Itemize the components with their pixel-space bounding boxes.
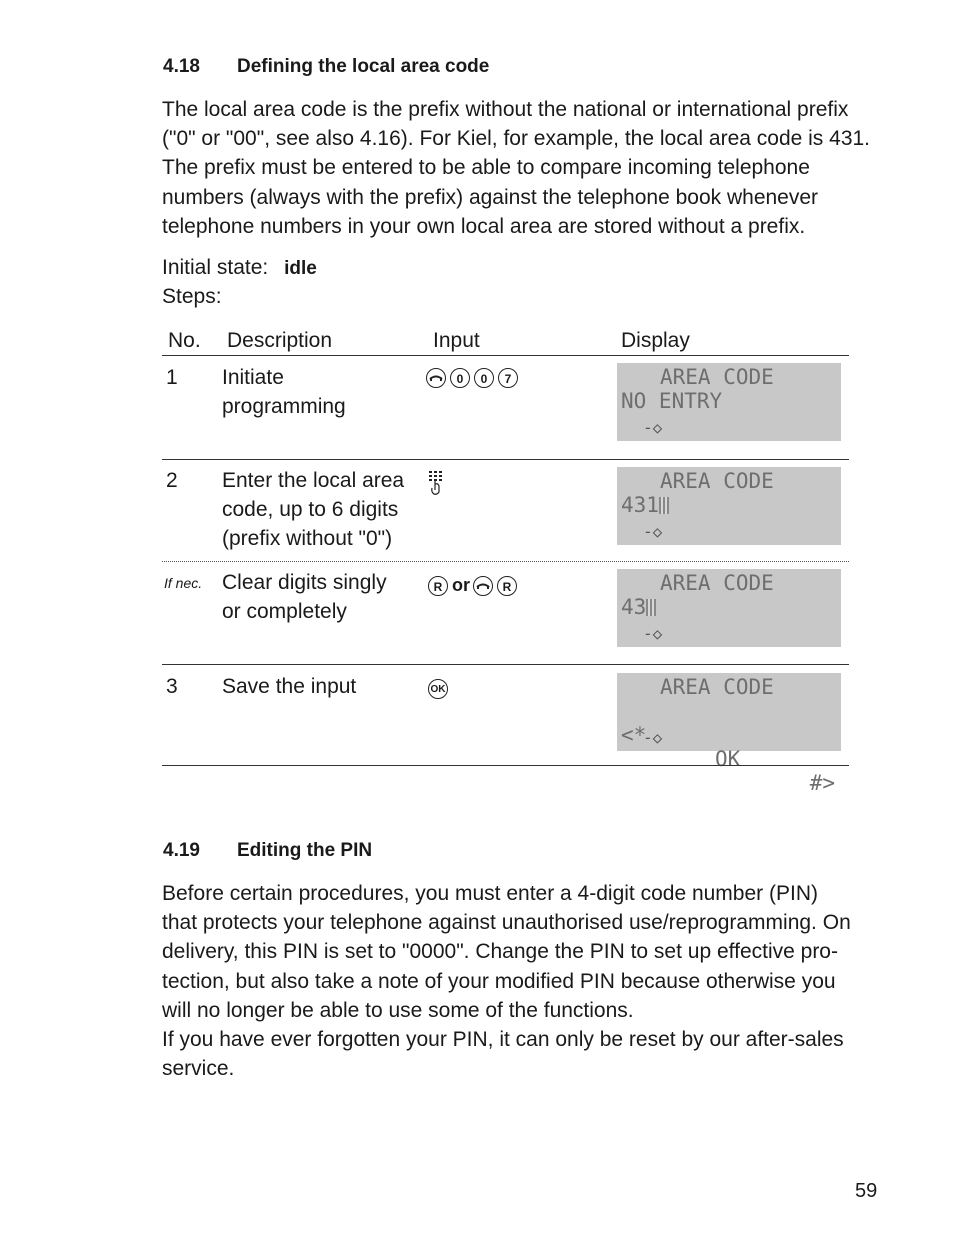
cursor-icon [659, 497, 669, 514]
header-rule [162, 355, 849, 356]
paragraph-line: tection, but also take a note of your modified PIN because otherwise you [162, 969, 836, 993]
display-right-option: #> [809, 771, 835, 795]
row-1-description [222, 363, 346, 421]
row-3-display [617, 673, 841, 795]
digit-7-key: 7 [498, 368, 518, 388]
paragraph-line: If you have ever forgotten your PIN, it can only be reset by our after-sales [162, 1028, 844, 1052]
handset-key-icon [426, 368, 446, 388]
row-2-display [617, 467, 841, 545]
r-key: R [497, 576, 517, 596]
display-line-2 [621, 699, 835, 819]
description-line: (prefix without "0") [222, 527, 393, 550]
row-3-description [222, 672, 356, 701]
row-ifnec-description [222, 568, 387, 626]
arrow-icon: -◇ [643, 522, 663, 541]
paragraph-line: The prefix must be entered to be able to compare incoming telephone [162, 156, 810, 180]
display-line-1: AREA CODE [660, 365, 774, 389]
header-no: No. [168, 329, 201, 352]
initial-state-label: Initial state: [162, 256, 269, 279]
description-line: code, up to 6 digits [222, 498, 399, 521]
paragraph-line: ("0" or "00", see also 4.16). For Kiel, for example, the local area code is 431. [162, 127, 871, 151]
arrow-icon: -◇ [643, 624, 663, 643]
ok-key: OK [428, 679, 448, 699]
section-number: 4.18 [163, 56, 200, 77]
section-title: Editing the PIN [237, 840, 373, 861]
page-number: 59 [855, 1180, 878, 1202]
display-line-2 [621, 493, 835, 517]
header-display: Display [621, 329, 690, 352]
display-line-1: AREA CODE [660, 469, 774, 493]
paragraph-line: The local area code is the prefix without the national or international prefix [162, 98, 849, 121]
section-4-19-heading [0, 840, 954, 864]
paragraph-line: that protects your telephone against unauthorised use/reprogramming. On [162, 911, 851, 935]
row-1-input [426, 368, 522, 388]
r-key: R [428, 576, 448, 596]
description-line: Enter the local area [222, 469, 405, 492]
description-line: or completely [222, 600, 347, 623]
initial-state-value: idle [284, 258, 317, 279]
row-1-number: 1 [166, 366, 178, 389]
description-line: Initiate [222, 366, 284, 389]
paragraph-line: will no longer be able to use some of the functions. [162, 998, 634, 1022]
initial-state [162, 256, 317, 280]
row-rule [162, 459, 849, 460]
display-line-1: AREA CODE [660, 675, 774, 699]
row-3-number: 3 [166, 675, 178, 698]
cursor-icon [646, 599, 656, 616]
paragraph-line: telephone numbers in your own local area are stored without a prefix. [162, 214, 806, 238]
description-line: programming [222, 395, 346, 418]
paragraph-line: numbers (always with the prefix) against the telephone book whenever [162, 185, 819, 209]
row-2-number: 2 [166, 469, 178, 492]
description-line: Save the input [222, 675, 357, 698]
paragraph-line: service. [162, 1057, 235, 1081]
arrow-icon: -◇ [643, 418, 663, 437]
row-1-display [617, 363, 841, 441]
pin-paragraph [162, 879, 862, 1083]
intro-paragraph [162, 95, 871, 241]
paragraph-line: Before certain procedures, you must enter a 4-digit code number (PIN) [162, 882, 818, 905]
row-rule-dotted [162, 561, 849, 562]
row-rule [162, 664, 849, 665]
row-ifnec-input [428, 575, 521, 596]
handset-key-icon [473, 576, 493, 596]
section-title: Defining the local area code [237, 56, 490, 77]
keypad-hand-icon [427, 470, 445, 501]
section-number: 4.19 [163, 840, 200, 861]
display-line-1: AREA CODE [660, 571, 774, 595]
row-ifnec-display [617, 569, 841, 647]
row-3-input [428, 679, 452, 699]
paragraph-line: delivery, this PIN is set to "0000". Change the PIN to set up effective pro- [162, 940, 838, 964]
display-digits: 431 [621, 493, 659, 517]
description-line: Clear digits singly [222, 571, 387, 594]
or-text: or [452, 575, 470, 595]
digit-0-key: 0 [474, 368, 494, 388]
steps-label: Steps: [162, 285, 222, 308]
display-digits: 43 [621, 595, 647, 619]
digit-0-key: 0 [450, 368, 470, 388]
display-line-2: NO ENTRY [621, 389, 723, 413]
row-ifnec-label: If nec. [164, 575, 203, 591]
section-4-18-heading [0, 56, 954, 80]
display-left-option: <* [621, 723, 647, 747]
arrow-icon: -◇ [643, 728, 663, 747]
header-description: Description [227, 329, 333, 352]
table-bottom-rule [162, 765, 849, 766]
display-line-2 [621, 595, 835, 619]
row-2-description [222, 466, 404, 553]
display-ok: OK [715, 747, 741, 771]
header-input: Input [433, 329, 480, 352]
